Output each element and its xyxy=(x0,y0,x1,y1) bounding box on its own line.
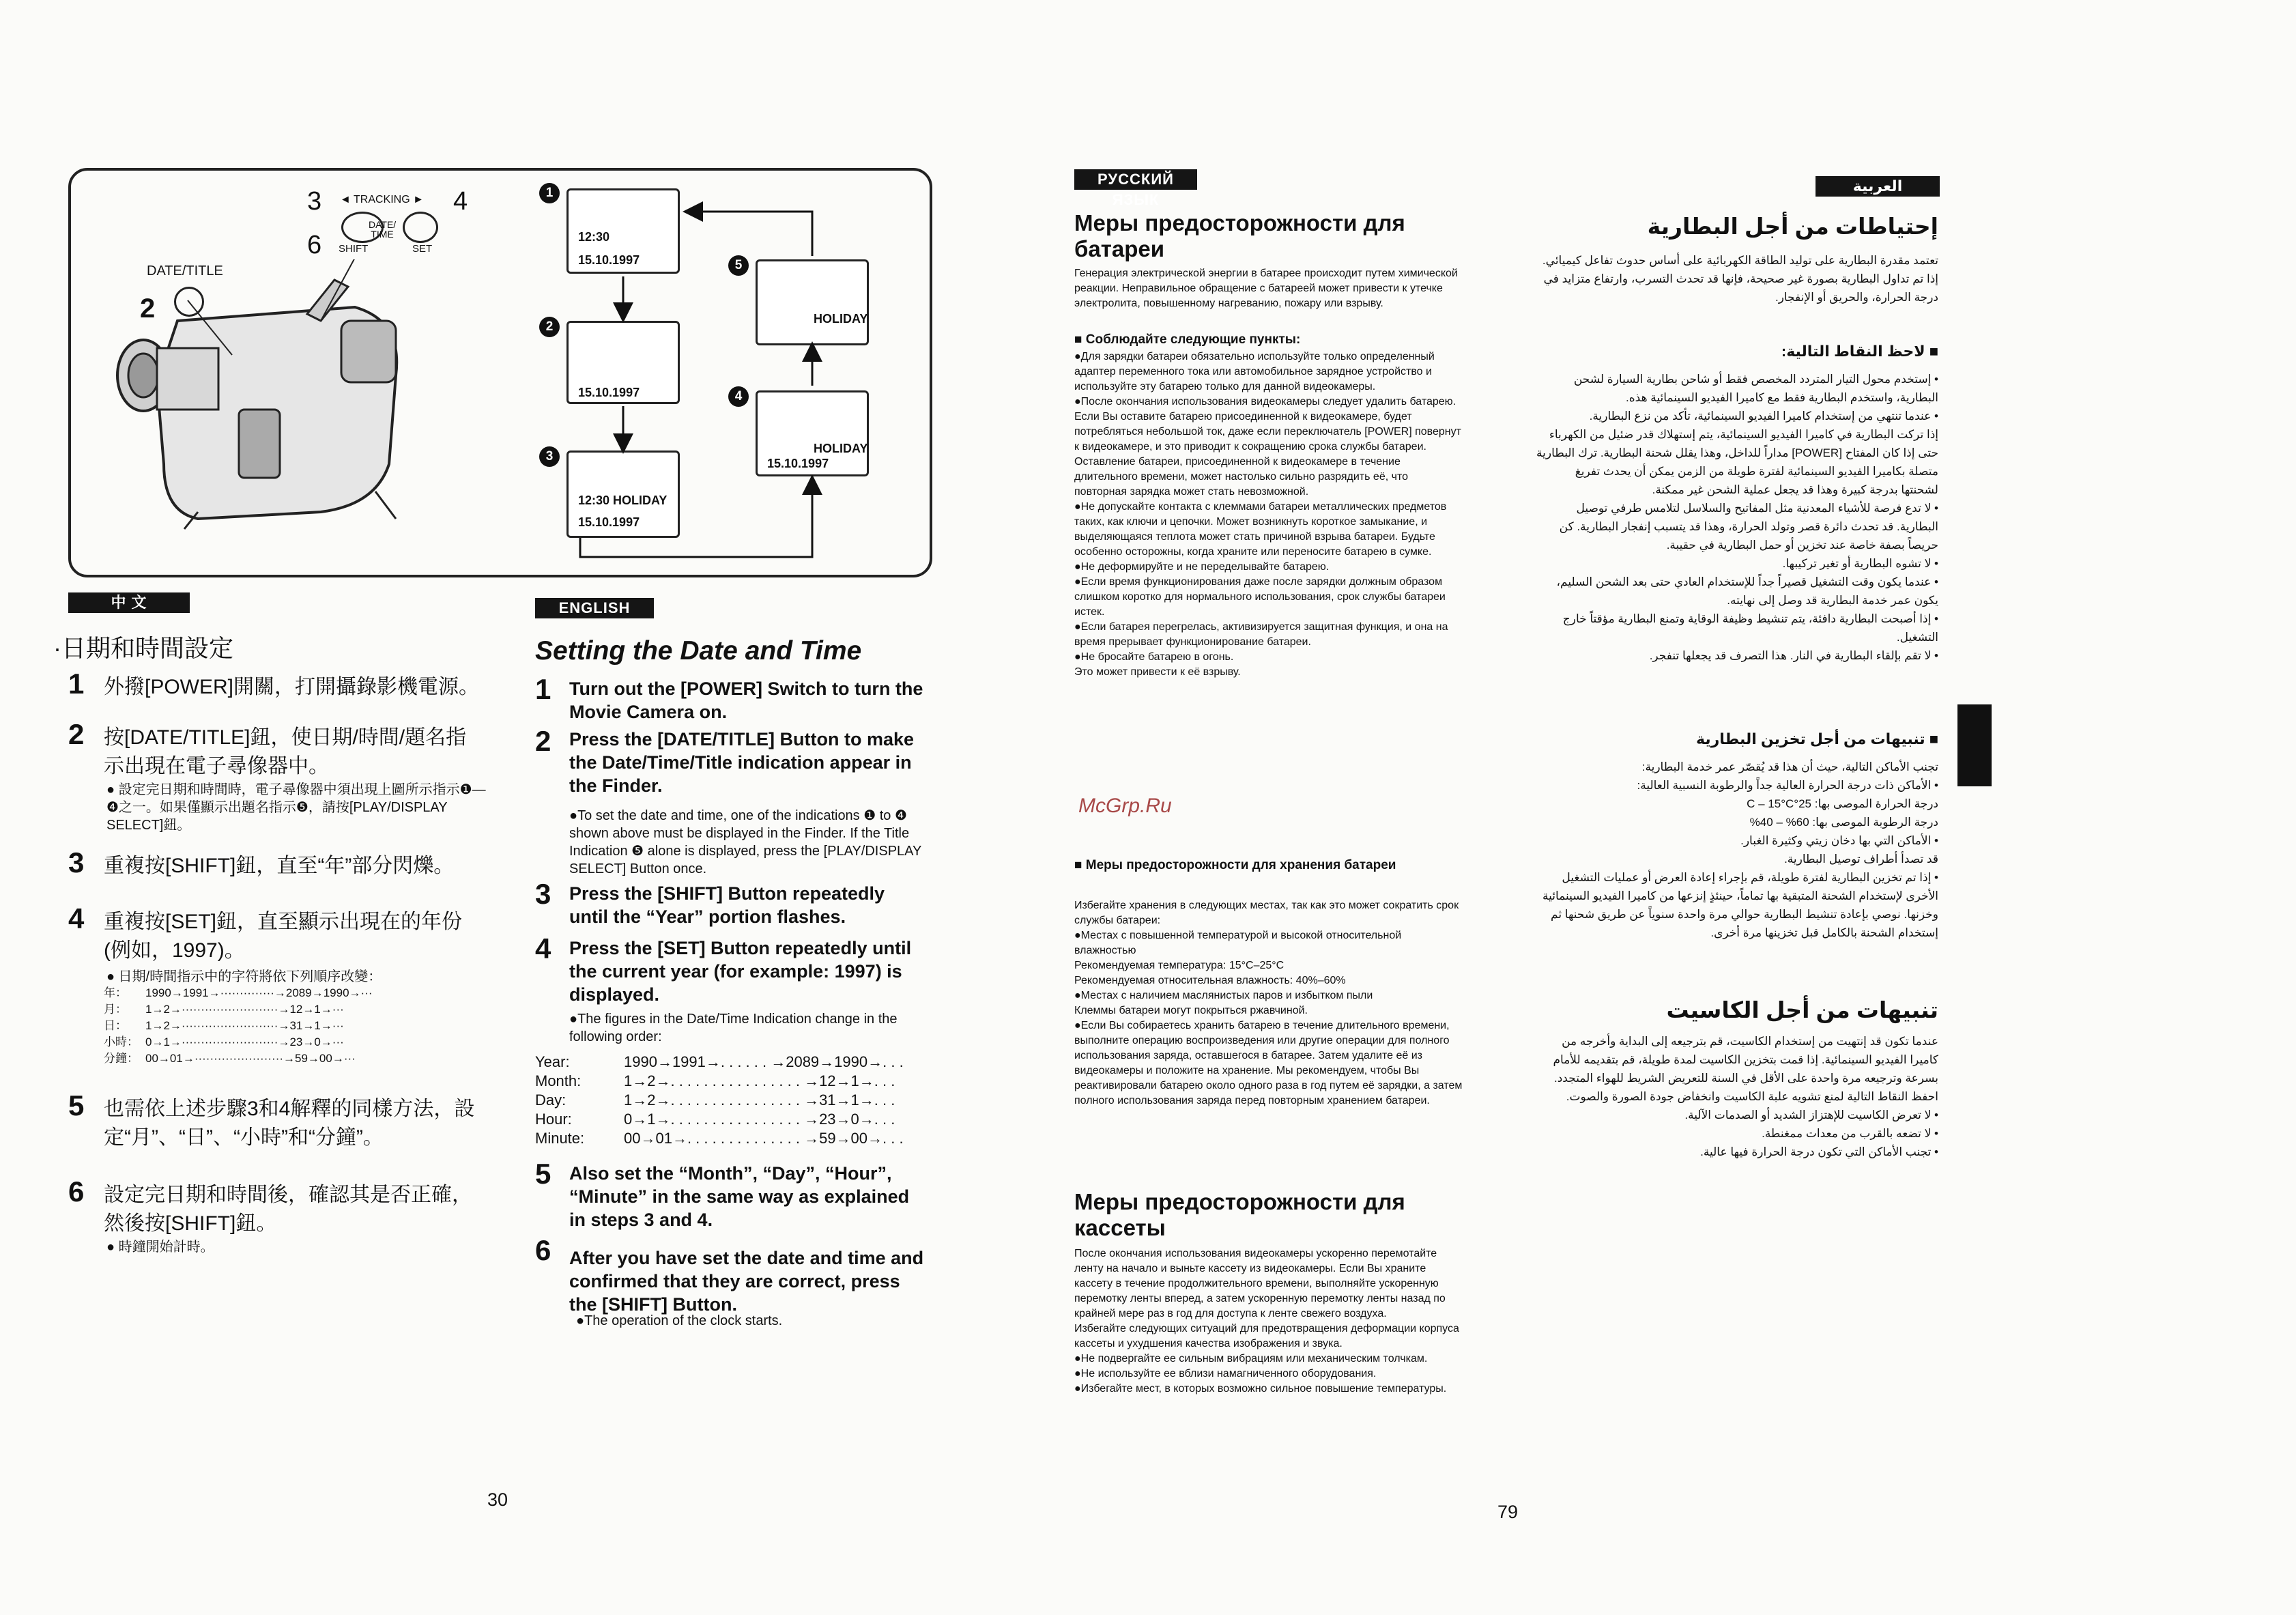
arabic-title-cassette: تنبيهات من أجل الكاسيت xyxy=(1666,997,1938,1023)
page-number-right: 79 xyxy=(1497,1502,1519,1522)
english-tag: ENGLISH xyxy=(535,598,654,618)
russian-sub-storage: ■ Меры предосторожности для хранения батареи xyxy=(1074,858,1396,872)
cn-step4-text: 重複按[SET]鈕，直至顯示出現在的年份(例如，1997)。 xyxy=(104,911,463,962)
table-row: 日： 1→2→·························→31→1→··· xyxy=(104,1019,344,1032)
camcorder-illustration xyxy=(116,259,416,532)
watermark-text: McGrp.Ru xyxy=(1078,795,1172,817)
label-tracking: ◄ TRACKING ► xyxy=(340,194,424,205)
marker-1: 1 xyxy=(539,183,560,203)
screen3-date: 15.10.1997 xyxy=(578,515,640,529)
arabic-body-cassette: عندما تكون قد إنتهيت من إستخدام الكاسيت، قم بترجيعه إلى البداية وأخرجه من كاميرا الفيديو السينمائية. إذا قمت بتخزين الكاسيت لمدة طويلة، قم بتقديمه للأمام بسرعة وترجيعه مرة واحدة على الأقل في السنة للتعريض الشريط للهواء المتجدد. احفظ النقاط التالية لمنع تشويه علبة الكاسيت وانخفاض جودة الصورة والصوت. • لا تعرض الكاسيت للإهتزاز الشديد أو الصدمات الآلية. • لا تضعه بالقرب من معدات ممغنطة. • تجنب الأماكن التي تكون درجة الحرارة فيها عالية. xyxy=(1553,1035,1938,1158)
en-step4-num: 4 xyxy=(535,932,551,964)
cn-note4: ● 日期/時間指示中的字符將依下列順序改變： xyxy=(106,969,382,984)
russian-body-points: ●Для зарядки батареи обязательно используйте только определенный адаптер переменного тока или автомобильное зарядное устройство и используйте эту батарею только для данной видеокамеры. ●После окончания использования видеокамеры следует удалить батарею. Если Вы оставите батарею присоединенной к видеокамере, будет потребляться небольшой ток, даже если переключатель [POWER] повернут к видеокамере, и это приводит к сокращению срока службы батареи. Оставление батареи, присоединенной к видеокамере в течение длительного времени, может настолько сильно разрядить её, что повторная зарядка может стать невозможной. ●Не допускайте контакта с клеммами батареи металлических предметов таких, как ключи и цепочки. Может возникнуть короткое замыкание, и выделяющаяся теплота может стать причиной взрыва батареи. Будьте особенно осторожны, когда храните или переносите батарею в сумке. ●Не деформируйте и не переделывайте батарею. ●Если время функционирования даже после зарядки должным образом слишком коротко для нормального использования, срок службы батареи истек. ●Если батарея перегрелась, активизируется защитная функция, и она на время прерывает функционирование батареи. ●Не бросайте батарею в огонь. Это может привести к её взрыву. xyxy=(1074,351,1461,678)
cn-note2: ● 設定完日期和時間時，電子尋像器中須出現上圖所示指示❶—❹之一。如果僅顯示出題名指示❺，請按[PLAY/DISPLAY SELECT]鈕。 xyxy=(106,782,486,833)
table-row: Month: 1→2→. . . . . . . . . . . . . . . . →12→1→. . . xyxy=(535,1072,895,1089)
marker-2: 2 xyxy=(539,317,560,337)
arabic-sub-points: ■ لاحظ النقاط التالية: xyxy=(1781,343,1938,360)
screen1-time: 12:30 xyxy=(578,230,610,244)
table-row: 分鐘： 00→01→·······················→59→00→··· xyxy=(104,1052,356,1065)
russian-sub-points: ■ Соблюдайте следующие пункты: xyxy=(1074,332,1301,347)
russian-title-battery: Меры предосторожности для батареи xyxy=(1074,210,1405,261)
arabic-title-battery: إحتياطات من أجل البطارية xyxy=(1647,214,1938,239)
label-6: 6 xyxy=(307,231,322,259)
cn-step2-text: 按[DATE/TITLE]鈕，使日期/時間/題名指示出現在電子尋像器中。 xyxy=(104,726,467,777)
english-title: Setting the Date and Time xyxy=(535,636,862,666)
label-date-time: DATE/ TIME xyxy=(369,219,397,240)
marker-4: 4 xyxy=(728,386,749,407)
label-set: SET xyxy=(412,243,433,255)
russian-intro: Генерация электрической энергии в батарее происходит путем химической реакции. Неправильное обращение с батареей может привести к утечке электролита, повышенному нагреванию, пожару или взрыву. xyxy=(1074,268,1458,309)
cn-step5-text: 也需依上述步驟3和4解釋的同樣方法，設定“月”、“日”、“小時”和“分鐘”。 xyxy=(104,1098,475,1149)
en-step6-text: After you have set the date and time and confirmed that they are correct, press the [SHIFT] Button. xyxy=(569,1248,924,1315)
table-row: 年： 1990→1991→··············→2089→1990→··· xyxy=(104,986,373,999)
table-row: Year: 1990→1991→. . . . . . →2089→1990→. . . xyxy=(535,1053,904,1070)
marker-5: 5 xyxy=(728,255,749,276)
screen4-holiday: HOLIDAY xyxy=(814,442,868,455)
en-step2-text: Press the [DATE/TITLE] Button to make the Date/Time/Title indication appear in the Finder. xyxy=(569,729,915,796)
cn-step6-text: 設定完日期和時間後，確認其是否正確，然後按[SHIFT]鈕。 xyxy=(104,1184,472,1235)
cn-step2-num: 2 xyxy=(68,718,85,750)
table-row: 小時： 0→1→·························→23→0→··· xyxy=(104,1035,344,1048)
section-edge-tab xyxy=(1957,704,1992,786)
screen1-date: 15.10.1997 xyxy=(578,253,640,267)
set-button[interactable] xyxy=(403,212,438,243)
screen3-line1: 12:30 HOLIDAY xyxy=(578,494,668,507)
flow-arrows xyxy=(532,184,887,567)
screen2-date: 15.10.1997 xyxy=(578,386,640,399)
button-cluster xyxy=(300,184,478,266)
table-row: 月： 1→2→·························→12→1→··· xyxy=(104,1003,344,1016)
en-note6: ●The operation of the clock starts. xyxy=(576,1313,783,1328)
en-step5-text: Also set the “Month”, “Day”, “Hour”, “Minute” in the same way as explained in steps 3 and 4. xyxy=(569,1163,910,1230)
en-sequence-table xyxy=(535,1053,909,1148)
table-row: Hour: 0→1→. . . . . . . . . . . . . . . . →23→0→. . . xyxy=(535,1111,895,1128)
screen5-holiday: HOLIDAY xyxy=(814,312,868,326)
en-step2-num: 2 xyxy=(535,725,551,757)
cn-step3-num: 3 xyxy=(68,846,85,878)
russian-tag: РУССКИЙ ЯЗЫК xyxy=(1074,169,1197,190)
chinese-tag: 中 文 xyxy=(68,592,190,613)
cn-step3-text: 重複按[SHIFT]鈕，直至“年”部分閃爍。 xyxy=(104,855,455,877)
arabic-body-storage: تجنب الأماكن التالية، حيث أن هذا قد يُقصّر عمر خدمة البطارية: • الأماكن ذات درجة الحرارة العالية جداً والرطوبة النسبية العالية: درجة الحرارة الموصى بها: 25°C – 15°C درجة الرطوبة الموصى بها: 60% – 40% • الأماكن التي بها دخان زيتي وكثيرة الغبار. قد تصدأ أطراف توصيل البطارية. • إذا تم تخزين البطارية لفترة طويلة، قم بإجراء إعادة العرض أو عمليات التشغيل الأخرى لإستخدام الشحنة المتبقية بها تماماً، حينئذٍ إنزعها من كاميرا الفيديو السينمائية وخزنها. نوصي بإعادة تنشيط البطارية حوالي مرة واحدة سنوياً عن طريق شحنها ثم إستخدام الشحنة بالكامل قبل تخزينها مرة أخرى. xyxy=(1542,760,1938,939)
cn-note6: ● 時鐘開始計時。 xyxy=(106,1240,214,1255)
cn-step1-num: 1 xyxy=(68,668,85,700)
arabic-body-points: • إستخدم محول التيار المتردد المخصص فقط أو شاحن بطارية السيارة لشحن البطارية، واستخدم البطارية فقط مع كاميرا الفيديو السينمائية هذه. • عندما تنتهي من إستخدام كاميرا الفيديو السينمائية، تأكد من نزع البطارية. إذا تركت البطارية في كاميرا الفيديو السينمائية، يتم إستهلاك قدر ضئيل من الكهرباء حتى إذا كان المفتاح [POWER] مداراً للداخل، وهذا يقلل شحنة البطارية. ترك البطارية متصلة بكاميرا الفيديو السينمائية لفترة طويلة من الزمن يمكن أن يحدث تفريغ لشحنتها بدرجة كبيرة وهذا قد يجعل عملية الشحن غير ممكنة. • لا تدع فرصة للأشياء المعدنية مثل المفاتيح والسلاسل لتلامس طرفي توصيل البطارية. قد تحدث دائرة قصر وتولد الحرارة، وهذا قد يتسبب إنفجار البطارية. كن حريصاً بصفة خاصة عند تخزين أو حمل البطارية في حقيبة. • لا تشوه البطارية أو تغير تركيبها. • عندما يكون وقت التشغيل قصيراً جداً للإستخدام العادي حتى بعد الشحن السليم، يكون عمر خدمة البطارية قد وصل إلى نهايته. • إذا أصبحت البطارية دافئة، يتم تنشيط وظيفة الوقاية وتمنع البطارية مؤقتاً خارج التشغيل. • لا تقم بإلقاء البطارية في النار. هذا التصرف قد يجعلها تنفجر. xyxy=(1536,373,1938,662)
en-step6-num: 6 xyxy=(535,1234,551,1266)
en-step1-text: Turn out the [POWER] Switch to turn the Movie Camera on. xyxy=(569,678,923,722)
en-note4: ●The figures in the Date/Time Indication change in the following order: xyxy=(569,1012,898,1044)
label-3: 3 xyxy=(307,187,322,216)
chinese-title: ·日期和時間設定 xyxy=(53,634,233,662)
en-step4-text: Press the [SET] Button repeatedly until the current year (for example: 1997) is displayed. xyxy=(569,938,912,1005)
arabic-intro: تعتمد مقدرة البطارية على توليد الطاقة الكهربائية على أساس حدوث تفاعل كيميائي. إذا تم تداول البطارية بصورة غير صحيحة، فإنها قد تحدث التسرب، وارتفاع متزايد في درجة الحرارة، والحريق أو الإنفجار. xyxy=(1542,254,1938,304)
en-step3-text: Press the [SHIFT] Button repeatedly until the “Year” portion flashes. xyxy=(569,883,885,927)
arabic-tag: العربية xyxy=(1816,176,1940,197)
label-shift: SHIFT xyxy=(339,243,369,255)
marker-3: 3 xyxy=(539,446,560,467)
russian-body-storage: Избегайте хранения в следующих местах, так как это может сократить срок службы батареи: ●Местах с повышенной температурой и высокой относительной влажностью Рекомендуемая температура: 15°C–25°C Рекомендуемая относительная влажность: 40%–60% ●Местах с наличием маслянистых паров и избытком пыли Клеммы батареи могут покрыться ржавчиной. ●Если Вы собираетесь хранить батарею в течение длительного времени, выполните операцию воспроизведения или другие операции для полного использования заряда, оставшегося в батарее. Затем удалите её из видеокамеры и положите на хранение. Мы рекомендуем, чтобы Вы реактивировали батарею около одного раза в год путем её зарядки, а затем полного использования заряда перед повторным хранением батареи. xyxy=(1074,900,1463,1106)
en-step3-num: 3 xyxy=(535,878,551,910)
en-step5-num: 5 xyxy=(535,1158,551,1190)
en-note2: ●To set the date and time, one of the indications ❶ to ❹ shown above must be displayed in the Finder. If the Title Indication ❺ alone is displayed, press the [PLAY/DISPLAY SELECT] Button once. xyxy=(569,808,921,876)
russian-body-cassette: После окончания использования видеокамеры ускоренно перемотайте ленту на начало и выньте кассету из видеокамеры. Если Вы храните кассету в течение продолжительного времени, выполняйте ускоренную перемотку ленты вперед, а затем ускоренную перемотку ленты назад по крайней мере раз в год для доступа к ленте свежего воздуха. Избегайте следующих ситуаций для предотвращения деформации корпуса кассеты и ухудшения качества изображения и звука. ●Не подвергайте ее сильным вибрациям или механическим толчкам. ●Не используйте ее вблизи намагниченного оборудования. ●Избегайте мест, в которых возможно сильное повышение температуры. xyxy=(1074,1248,1459,1395)
table-row: Minute: 00→01→. . . . . . . . . . . . . . →59→00→. . . xyxy=(535,1130,904,1147)
date-title-label: DATE/TITLE xyxy=(147,263,223,278)
cn-step1-text: 外撥[POWER]開關，打開攝錄影機電源。 xyxy=(104,676,480,698)
en-step1-num: 1 xyxy=(535,673,551,705)
cn-step4-num: 4 xyxy=(68,902,85,934)
label-2: 2 xyxy=(140,294,156,324)
table-row: Day: 1→2→. . . . . . . . . . . . . . . . →31→1→. . . xyxy=(535,1091,895,1109)
screen4-date: 15.10.1997 xyxy=(767,457,829,470)
page-number-left: 30 xyxy=(487,1489,508,1510)
russian-title-cassette: Меры предосторожности для кассеты xyxy=(1074,1189,1405,1240)
cn-step5-num: 5 xyxy=(68,1089,85,1121)
cn-sequence-table xyxy=(102,984,379,1068)
arabic-sub-storage: ■ تنبيهات من أجل تخزين البطارية xyxy=(1696,730,1938,747)
label-4: 4 xyxy=(453,187,468,216)
cn-step6-num: 6 xyxy=(68,1175,85,1207)
